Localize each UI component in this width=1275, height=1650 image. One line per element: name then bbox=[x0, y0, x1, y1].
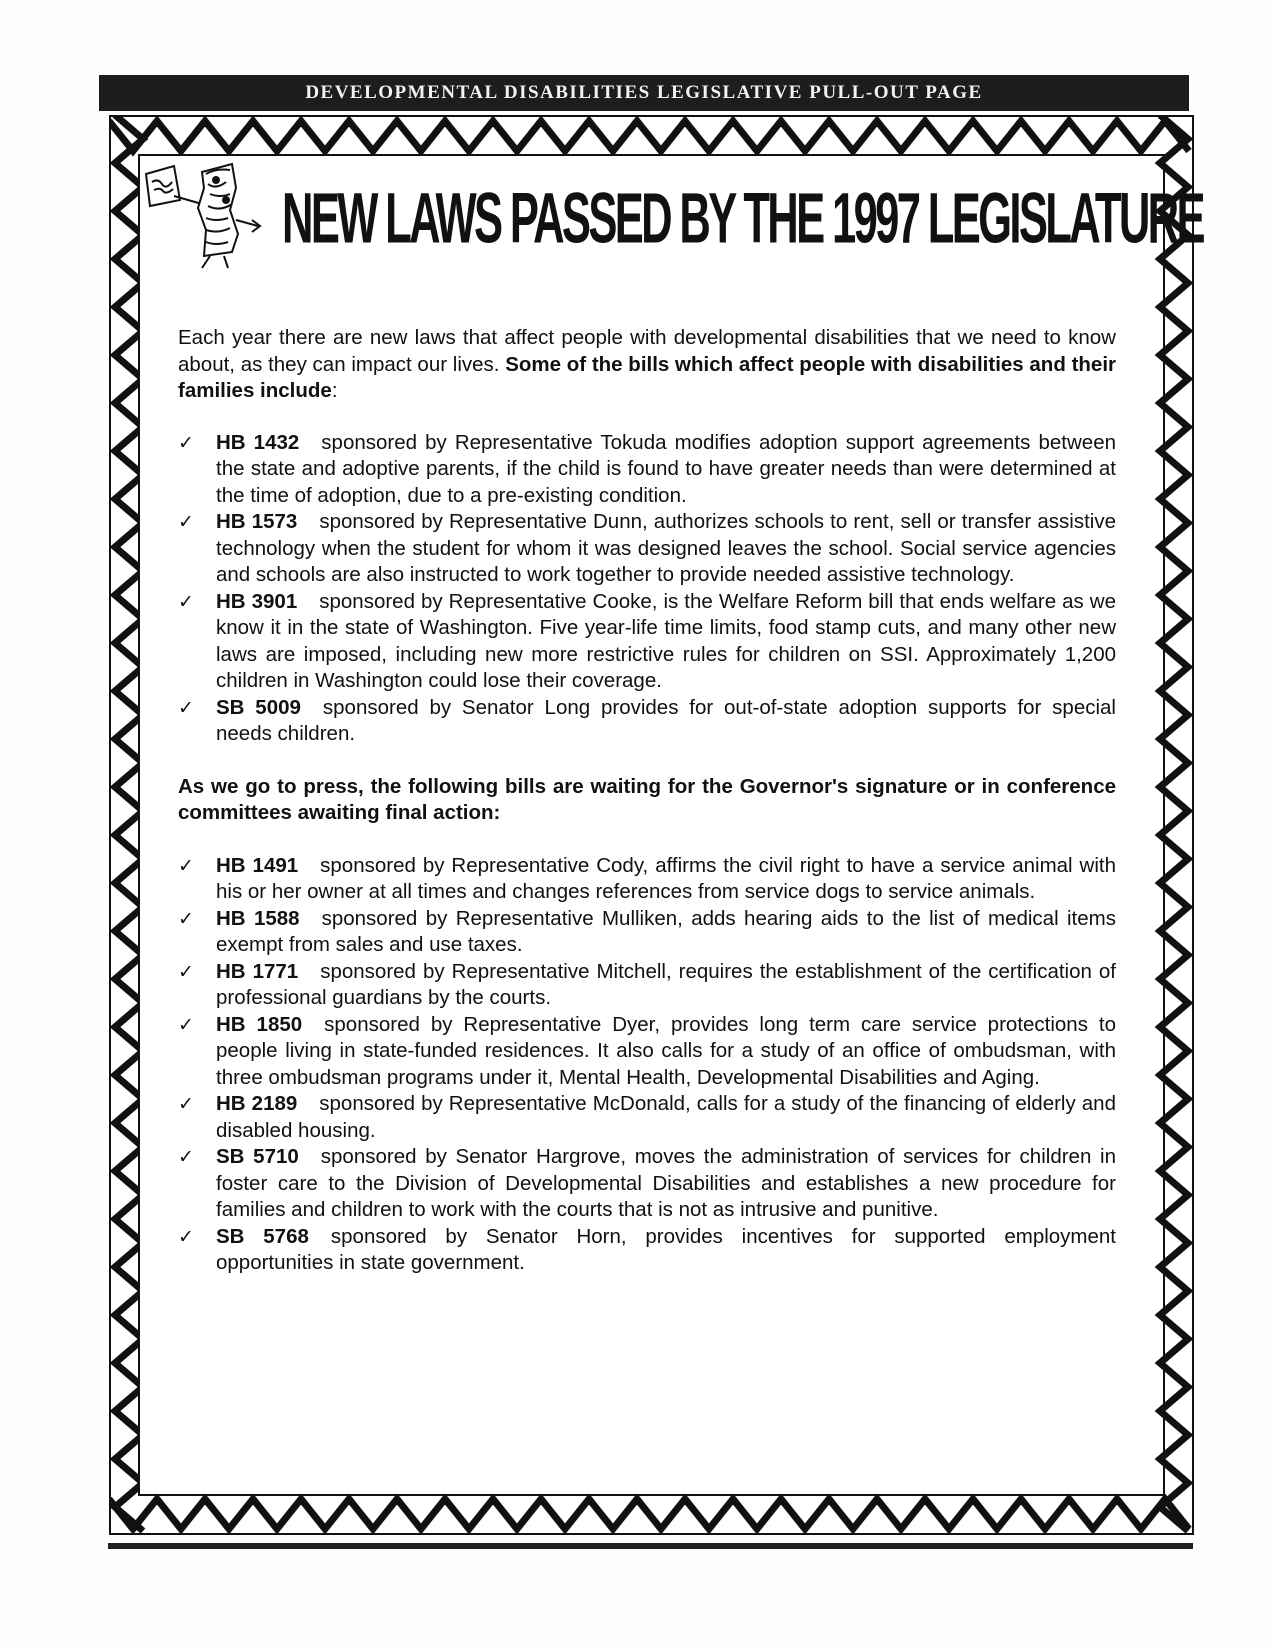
check-mark-icon: ✓ bbox=[178, 511, 194, 533]
article-body bbox=[178, 325, 1116, 1277]
bill-number: HB 1850 bbox=[216, 1012, 303, 1036]
bill-item bbox=[178, 589, 1116, 695]
bill-item bbox=[178, 1224, 1116, 1277]
check-mark-icon: ✓ bbox=[178, 431, 194, 454]
check-mark-icon: ✓ bbox=[178, 590, 194, 613]
bill-number: SB 5710 bbox=[216, 1145, 299, 1168]
bill-description: sponsored by Senator Hargrove, moves the administration of services for children in foster care to the Division of Developmental Disabilities and establishes a new procedure for families and children to work with the courts that is not as intrusive and punitive. bbox=[216, 1145, 1116, 1221]
check-mark-icon: ✓ bbox=[178, 854, 194, 877]
bill-description: sponsored by Representative McDonald, calls for a study of the financing of elderly and disabled housing. bbox=[216, 1092, 1116, 1142]
footer-rule bbox=[108, 1543, 1193, 1549]
bill-item bbox=[178, 509, 1116, 589]
bill-item bbox=[178, 959, 1116, 1012]
bill-description: sponsored by Representative Cody, affirms the civil right to have a service animal with his or her owner at all times and changes references from service dogs to service animals. bbox=[216, 853, 1116, 903]
bill-number: SB 5009 bbox=[216, 695, 301, 719]
page-title: NEW LAWS PASSED BY THE 1997 LEGISLATURE bbox=[282, 177, 1203, 258]
intro-paragraph bbox=[178, 325, 1116, 405]
bill-number: HB 1588 bbox=[216, 906, 300, 930]
intro-bold-text: Some of the bills which affect people with disabilities and their families include bbox=[178, 352, 1116, 402]
bill-item bbox=[178, 1144, 1116, 1224]
bill-number: HB 1771 bbox=[216, 959, 299, 983]
check-mark-icon: ✓ bbox=[178, 960, 194, 983]
check-mark-icon: ✓ bbox=[178, 1146, 194, 1168]
intro-text: Each year there are new laws that affect people with developmental disabilities that we need to know about, as they can impact our lives. bbox=[178, 326, 1116, 376]
check-mark-icon: ✓ bbox=[178, 907, 194, 930]
passed-bills-list bbox=[178, 430, 1116, 748]
bill-description: sponsored by Representative Tokuda modifies adoption support agreements between the state and adoptive parents, if the child is found to have greater needs than were determined at the time of adoption, due to a pre-existing condition. bbox=[216, 430, 1116, 507]
check-mark-icon: ✓ bbox=[178, 1093, 194, 1115]
bill-item bbox=[178, 695, 1116, 748]
bill-item bbox=[178, 853, 1116, 906]
bill-number: HB 1491 bbox=[216, 853, 299, 877]
bill-number: SB 5768 bbox=[216, 1224, 309, 1248]
page-banner: DEVELOPMENTAL DISABILITIES LEGISLATIVE PULL-OUT PAGE bbox=[99, 75, 1189, 111]
check-mark-icon: ✓ bbox=[178, 1225, 194, 1248]
bill-number: HB 3901 bbox=[216, 589, 298, 613]
check-mark-icon: ✓ bbox=[178, 696, 194, 719]
title-row bbox=[140, 160, 1203, 270]
pending-heading: As we go to press, the following bills are waiting for the Governor's signature or in conference committees awaiting final action: bbox=[178, 774, 1116, 824]
cartoon-figure-with-sign-icon bbox=[140, 160, 280, 270]
bill-description: sponsored by Representative Dyer, provides long term care service protections to people living in state-funded residences. It also calls for a study of an office of ombudsman, with three ombudsman programs under it, Mental Health, Developmental Disabilities and Aging. bbox=[216, 1012, 1116, 1089]
check-mark-icon: ✓ bbox=[178, 1013, 194, 1036]
bill-item bbox=[178, 430, 1116, 510]
bill-number: HB 2189 bbox=[216, 1092, 298, 1115]
intro-suffix: : bbox=[331, 379, 338, 402]
bill-number: HB 1573 bbox=[216, 510, 298, 533]
bill-description: sponsored by Representative Cooke, is the Welfare Reform bill that ends welfare as we know it in the state of Washington. Five year-life time limits, food stamp cuts, and many other new laws are imposed, including new more restrictive rules for children on SSI. Approximately 1,200 children in Washington could lose their coverage. bbox=[216, 589, 1116, 692]
bill-description: sponsored by Senator Horn, provides incentives for supported employment opportunities in state government. bbox=[216, 1224, 1116, 1274]
bill-description: sponsored by Representative Mitchell, requires the establishment of the certification of professional guardians by the courts. bbox=[216, 959, 1116, 1009]
pending-bills-list bbox=[178, 853, 1116, 1277]
bill-number: HB 1432 bbox=[216, 430, 300, 454]
bill-description: sponsored by Representative Dunn, authorizes schools to rent, sell or transfer assistive technology when the student for whom it was designed leaves the school. Social service agencies and schools are also instructed to work together to provide needed assistive technology. bbox=[216, 510, 1116, 586]
bill-item bbox=[178, 1091, 1116, 1144]
bill-description: sponsored by Senator Long provides for out-of-state adoption supports for special needs children. bbox=[216, 695, 1116, 745]
bill-description: sponsored by Representative Mulliken, adds hearing aids to the list of medical items exempt from sales and use taxes. bbox=[216, 906, 1116, 956]
bill-item bbox=[178, 906, 1116, 959]
bill-item bbox=[178, 1012, 1116, 1092]
